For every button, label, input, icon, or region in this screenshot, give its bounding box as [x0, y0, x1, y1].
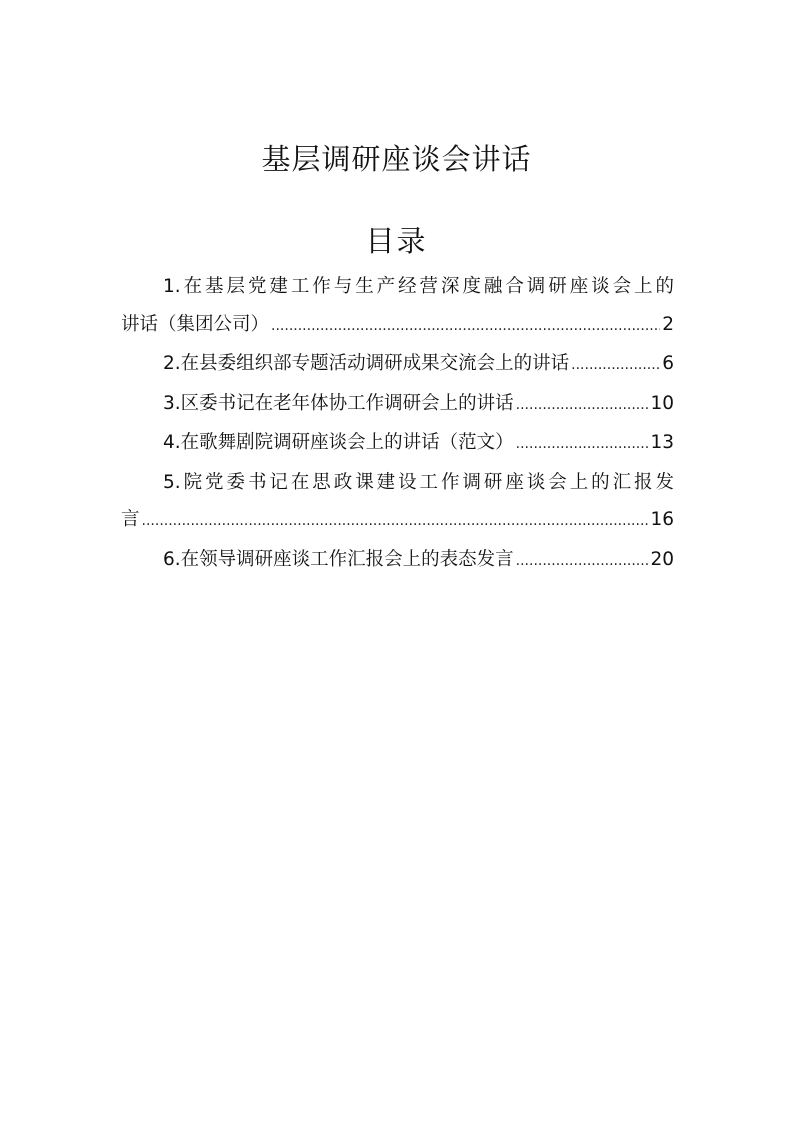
toc-dot-leader [516, 387, 649, 425]
toc-dot-leader [271, 308, 660, 346]
toc-dot-leader [142, 503, 649, 541]
table-of-contents [121, 268, 674, 580]
toc-entry-line: 5.院党委书记在思政课建设工作调研座谈会上的汇报发 [163, 471, 674, 493]
toc-entry-text: 言 [121, 509, 140, 530]
toc-entry-text: 讲话（集团公司） [121, 313, 270, 335]
toc-entry-text: 3.区委书记在老年体协工作调研会上的讲话 [163, 392, 514, 414]
toc-entry-text: 4.在歌舞剧院调研座谈会上的讲话（范文） [163, 432, 514, 453]
toc-dot-leader [571, 347, 660, 385]
toc-dot-leader [516, 543, 649, 581]
toc-entry-text: 2.在县委组织部专题活动调研成果交流会上的讲话 [163, 353, 570, 374]
toc-page-number: 6 [662, 353, 674, 374]
toc-page-number: 16 [650, 509, 674, 530]
toc-entry-text: 6.在领导调研座谈工作汇报会上的表态发言 [163, 548, 514, 570]
toc-entry-6[interactable] [121, 541, 674, 581]
toc-entry-5[interactable] [121, 464, 674, 541]
toc-entry-2[interactable] [121, 345, 674, 385]
toc-page-number: 2 [662, 313, 674, 335]
toc-page-number: 13 [650, 432, 674, 453]
toc-entry-1[interactable] [121, 268, 674, 345]
toc-dot-leader [516, 426, 649, 464]
document-title: 基层调研座谈会讲话 [261, 142, 532, 176]
toc-entry-4[interactable] [121, 424, 674, 464]
toc-entry-3[interactable] [121, 385, 674, 425]
toc-page-number: 10 [650, 392, 674, 414]
toc-entry-line: 1.在基层党建工作与生产经营深度融合调研座谈会上的 [163, 276, 674, 297]
toc-page-number: 20 [650, 548, 674, 570]
toc-heading: 目录 [365, 224, 428, 258]
